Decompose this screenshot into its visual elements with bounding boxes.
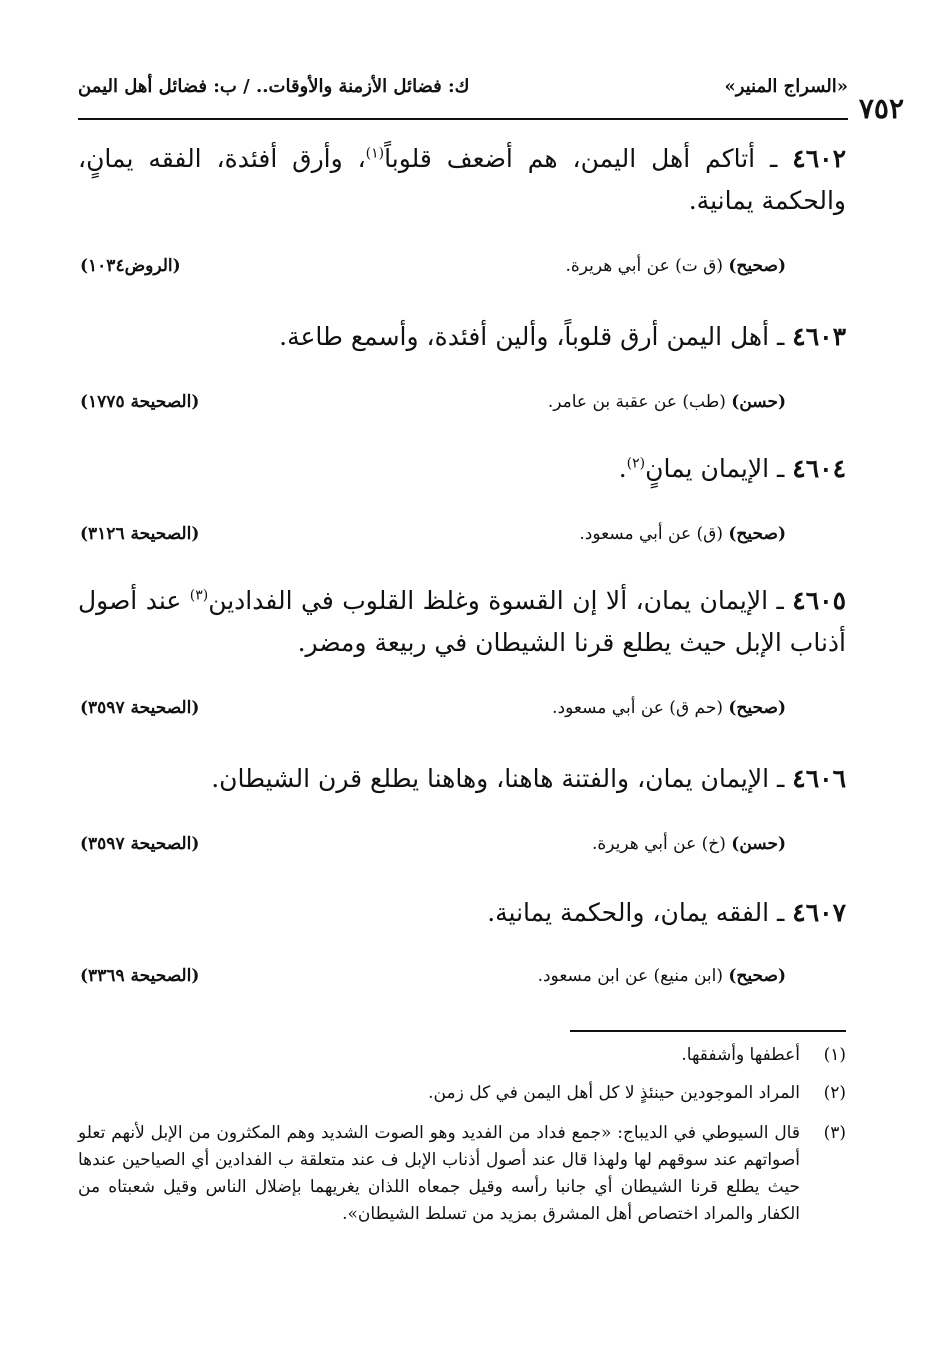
hadith-number: ٤٦٠٤ <box>792 454 846 483</box>
hadith-grade: (صحيح) <box>728 966 786 986</box>
hadith-text: عند أصول أذناب الإبل حيث يطلع قرنا الشيطان في ربيعة ومضر. <box>78 586 846 657</box>
chapter-title: ك: فضائل الأزمنة والأوقات.. / ب: فضائل أهل اليمن <box>78 76 470 97</box>
header-rule <box>78 118 848 120</box>
hadith-number: ٤٦٠٦ <box>792 764 846 793</box>
hadith-text: ـ الإيمان يمان، ألا إن القسوة وغلظ القلوب في الفدادين <box>208 586 793 615</box>
hadith-grade: (صحيح) <box>728 256 786 276</box>
hadith-entry <box>78 448 846 490</box>
footnote-rule <box>570 1030 846 1032</box>
footnote-marker: (٢) <box>626 455 646 472</box>
hadith-reference: (الصحيحة ٣٥٩٧) <box>80 834 200 854</box>
footnote-marker: (٣) <box>189 587 209 604</box>
book-title: «السراج المنير» <box>724 76 848 97</box>
hadith-text: ـ الإيمان يمان، والفتنة هاهنا، وهاهنا يطلع قرن الشيطان. <box>211 764 793 793</box>
hadith-grade: (حسن) <box>731 392 786 412</box>
footnote-text: المراد الموجودين حينئذٍ لا كل أهل اليمن في كل زمن. <box>428 1083 800 1103</box>
hadith-narrator: (ابن منيع) عن ابن مسعود. <box>537 966 729 986</box>
hadith-entry <box>78 892 846 934</box>
running-head <box>78 76 848 108</box>
hadith-narrator: (ق) عن أبي مسعود. <box>579 524 729 544</box>
hadith-number: ٤٦٠٢ <box>792 144 846 173</box>
hadith-source <box>552 698 786 718</box>
hadith-entry <box>78 316 846 358</box>
footnote <box>78 1080 846 1107</box>
hadith-reference: (الصحيحة ٣٣٦٩) <box>80 966 200 986</box>
hadith-source <box>538 966 786 986</box>
footnote <box>78 1042 846 1069</box>
footnote-marker: (١) <box>365 145 385 162</box>
hadith-text: ـ أهل اليمن أرق قلوباً، وألين أفئدة، وأسمع طاعة. <box>279 322 793 351</box>
hadith-narrator: (ق ت) عن أبي هريرة. <box>565 256 729 276</box>
hadith-reference: (الروض١٠٣٤) <box>80 256 181 276</box>
hadith-narrator: (خ) عن أبي هريرة. <box>591 834 732 854</box>
hadith-entry <box>78 138 846 222</box>
footnote-text: قال السيوطي في الديباج: «جمع فداد من الفديد وهو الصوت الشديد وهم المكثرون من الإبل لأنهم تعلو أصواتهم عند سوقهم لها ولهذا قال عند أصول أذناب الإبل ف عند متعلقة ب الفدادين أي الصياحين عندها حيث يطلع قرنا الشيطان أي جانبا رأسه وقيل جمعاه اللذان يغريهما بإضلال الناس وقيل شعبتاه من الكفار والمراد اختصاص أهل المشرق بمزيد من تسلط الشيطان». <box>78 1123 800 1224</box>
hadith-number: ٤٦٠٥ <box>792 586 846 615</box>
hadith-number: ٤٦٠٣ <box>792 322 846 351</box>
page-number: ٧٥٢ <box>858 92 904 125</box>
hadith-source <box>565 256 786 276</box>
hadith-text: . <box>618 454 627 483</box>
hadith-entry <box>78 580 846 664</box>
hadith-number: ٤٦٠٧ <box>792 898 846 927</box>
hadith-reference: (الصحيحة ٣١٢٦) <box>80 524 200 544</box>
hadith-entry <box>78 758 846 800</box>
footnote-number: (٢) <box>823 1083 846 1103</box>
footnote-number: (١) <box>823 1045 846 1065</box>
hadith-narrator: (حم ق) عن أبي مسعود. <box>552 698 729 718</box>
hadith-text: ـ الإيمان يمانٍ <box>645 454 793 483</box>
hadith-source <box>579 524 786 544</box>
hadith-reference: (الصحيحة ١٧٧٥) <box>80 392 200 412</box>
hadith-text: ، وأرق أفئدة، الفقه يمانٍ، والحكمة يمانية. <box>78 144 846 215</box>
hadith-narrator: (طب) عن عقبة بن عامر. <box>547 392 732 412</box>
hadith-grade: (حسن) <box>731 834 786 854</box>
hadith-text: ـ أتاكم أهل اليمن، هم أضعف قلوباً <box>384 144 793 173</box>
footnote <box>78 1120 846 1228</box>
hadith-source <box>592 834 786 854</box>
hadith-grade: (صحيح) <box>728 698 786 718</box>
hadith-source <box>548 392 786 412</box>
hadith-reference: (الصحيحة ٣٥٩٧) <box>80 698 200 718</box>
hadith-text: ـ الفقه يمان، والحكمة يمانية. <box>487 898 793 927</box>
footnote-number: (٣) <box>823 1123 846 1143</box>
footnote-text: أعطفها وأشفقها. <box>681 1045 800 1065</box>
hadith-grade: (صحيح) <box>728 524 786 544</box>
